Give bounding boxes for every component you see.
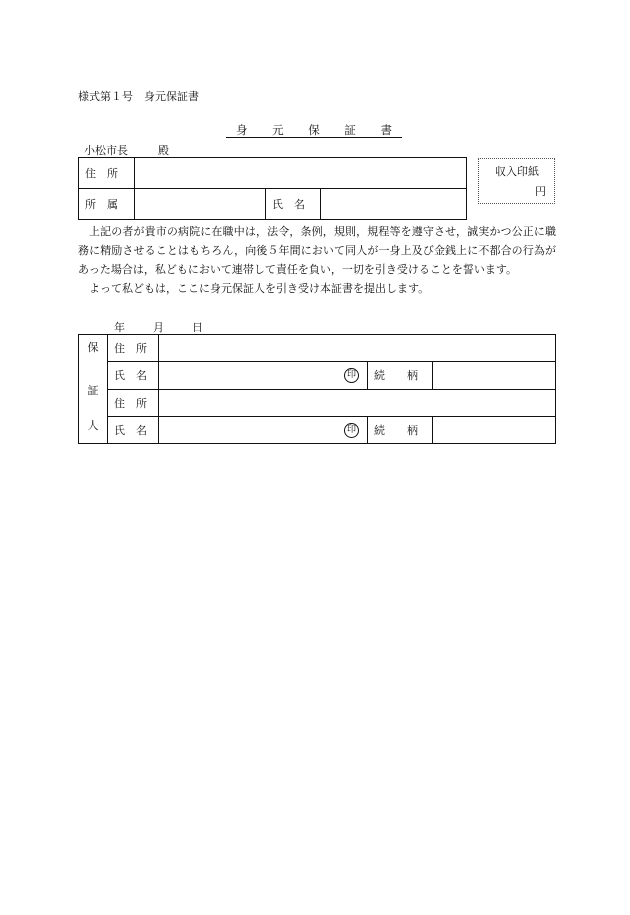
employee-address-label: 住 所 (79, 158, 135, 189)
guarantor-table (78, 334, 556, 444)
revenue-stamp-unit: 円 (535, 185, 546, 198)
date-line (114, 319, 231, 335)
guarantor1-name-field[interactable] (159, 362, 368, 389)
guarantor1-relation-label: 続 柄 (368, 362, 433, 389)
form-number: 様式第１号 身元保証書 (78, 90, 199, 103)
guarantor1-name-label: 氏 名 (108, 362, 159, 389)
guarantor1-address-label: 住 所 (108, 335, 159, 362)
employee-name-label: 氏 名 (266, 189, 321, 220)
employee-address-field[interactable] (135, 158, 467, 189)
guarantor2-name-field[interactable] (159, 416, 368, 443)
body-paragraph-2: よって私どもは，ここに身元保証人を引き受け本証書を提出します。 (89, 282, 430, 295)
guarantor2-address-label: 住 所 (108, 389, 159, 416)
date-day: 日 (192, 321, 203, 334)
employee-name-field[interactable] (321, 189, 467, 220)
guarantor2-name-label: 氏 名 (108, 416, 159, 443)
title-char: 身 (236, 123, 248, 137)
guarantor-side-label (79, 335, 108, 444)
guarantor2-relation-field[interactable] (433, 416, 556, 443)
title-char: 証 (344, 123, 356, 137)
addressee (84, 142, 169, 158)
guarantor-side-char: 証 (87, 384, 99, 397)
date-month: 月 (153, 321, 164, 334)
revenue-stamp-label: 収入印紙 (495, 165, 539, 178)
date-year: 年 (114, 321, 125, 334)
document-title (226, 123, 402, 138)
seal-mark-icon: 印 (344, 368, 359, 383)
title-char: 書 (380, 123, 392, 137)
addressee-name: 小松市長 (84, 144, 128, 157)
guarantor1-relation-field[interactable] (433, 362, 556, 389)
title-char: 保 (308, 123, 320, 137)
employee-affiliation-field[interactable] (135, 189, 266, 220)
revenue-stamp-box (478, 158, 555, 204)
seal-mark-icon: 印 (344, 423, 359, 438)
guarantor-side-char: 保 (87, 341, 99, 354)
addressee-honorific: 殿 (158, 144, 169, 157)
title-char: 元 (272, 123, 284, 137)
guarantor1-address-field[interactable] (159, 335, 556, 362)
body-text (78, 222, 556, 298)
guarantor2-address-field[interactable] (159, 389, 556, 416)
guarantor2-relation-label: 続 柄 (368, 416, 433, 443)
employee-affiliation-label: 所 属 (79, 189, 135, 220)
guarantor-side-char: 人 (87, 419, 99, 432)
body-paragraph-1: 上記の者が貴市の病院に在職中は，法令，条例，規則，規程等を遵守させ，誠実かつ公正に職務に精励させることはもちろん，向後５年間において同人が一身上及び金銭上に不都合の行為があった場合は，私どもにおいて連帯して責任を負い，一切を引き受けることを誓います。 (78, 225, 556, 276)
employee-info-table (78, 157, 467, 220)
